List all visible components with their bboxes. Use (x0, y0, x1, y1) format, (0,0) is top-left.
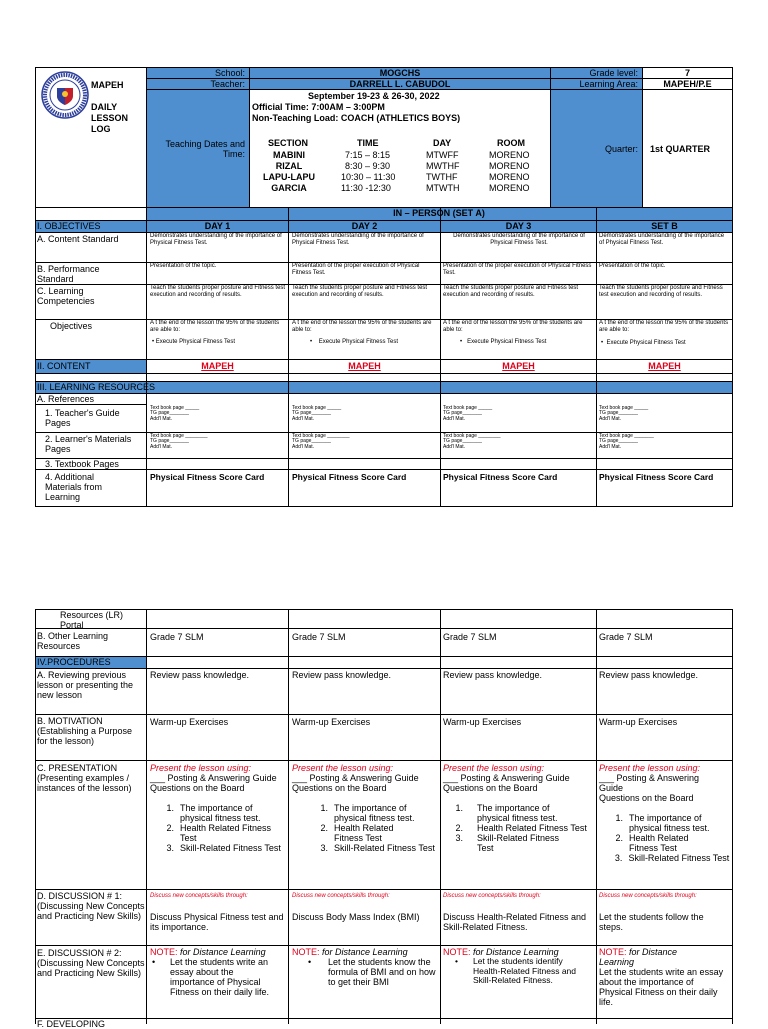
cs-setb: Demonstrates understanding of the importance of Physical Fitness Test. (599, 233, 725, 246)
set-b-header: SET B (651, 221, 678, 231)
review-setb: Review pass knowledge. (599, 670, 699, 680)
official-time: Official Time: 7:00AM – 3:00PM (252, 102, 385, 112)
review-day1: Review pass knowledge. (150, 670, 250, 680)
quarter-value: 1st QUARTER (650, 144, 711, 154)
row-teachers-guide: 1. Teacher's Guide Pages (45, 408, 120, 428)
discuss-hint-setb: Discuss new concepts/skills through: (599, 893, 697, 899)
row-learning-resources: III. LEARNING RESOURCES (37, 382, 156, 392)
school-value: MOGCHS (379, 68, 421, 78)
score-card-day2: Physical Fitness Score Card (292, 472, 407, 482)
sched-header-day: DAY (433, 138, 452, 148)
day-1-header: DAY 1 (204, 221, 231, 231)
row-additional-materials: 4. Additional Materials from Learning (45, 472, 103, 502)
ps-day3: Presentation of the proper execution of Physical Fitness Test. (443, 263, 592, 276)
review-day2: Review pass knowledge. (292, 670, 392, 680)
motivation-day2: Warm-up Exercises (292, 717, 371, 727)
dll-title-line2: LESSON (91, 113, 129, 123)
ps-day2: Presentation of the proper execution of Physical Fitness Test. (292, 263, 420, 276)
content-day3: MAPEH (502, 361, 535, 371)
day-3-header: DAY 3 (505, 221, 532, 231)
day-2-header: DAY 2 (351, 221, 378, 231)
motivation-setb: Warm-up Exercises (599, 717, 678, 727)
obj-day2-item: • Execute Physical Fitness Test (310, 339, 399, 345)
school-label: School: (214, 68, 245, 78)
presentation-day3: Present the lesson using: ___ Posting & Answering Guide Questions on the Board 1. The importance of physical fitness test. 2. Health Related Fitness Test 3. Skill-Related Fitness Test (443, 763, 587, 853)
dates-value: September 19-23 & 26-30, 2022 (308, 91, 440, 101)
ps-setb: Presentation of the topic. (599, 263, 666, 269)
row-lr-portal: Resources (LR) Portal (60, 610, 124, 630)
sched-header-room: ROOM (497, 138, 525, 148)
row-review: A. Reviewing previous lesson or presenting the new lesson (37, 670, 134, 700)
grade-label: Grade level: (589, 68, 638, 78)
obj-setb: A t the end of the lesson the 95% of the students are able to: (599, 320, 729, 333)
row-motivation: B. MOTIVATION (Establishing a Purpose for the lesson) (37, 716, 133, 746)
row-textbook-pages: 3. Textbook Pages (45, 459, 119, 469)
presentation-setb: Present the lesson using: ___ Posting & Answering Guide Questions on the Board 1. The importance of physical fitness test. 2. Health Related Fitness Test 3. Skill-Related Fitness Test (599, 763, 730, 863)
lm-refs-day2: Text book page ________ TG page_______ Add'l Mat. (292, 433, 350, 450)
discussion2-setb: NOTE: for Distance Learning Let the students write an essay about the importance of Physical Fitness on their daily life. (599, 947, 724, 1007)
grade-value: 7 (684, 68, 690, 78)
obj-day3-item: • Execute Physical Fitness Test (460, 339, 547, 345)
row-discussion-2: E. DISCUSSION # 2: (Discussing New Concepts and Practicing New Skills) (37, 948, 145, 978)
discussion2-day2: NOTE: for Distance Learning • Let the students know the formula of BMI and on how to get their BMI (292, 947, 436, 987)
row-discussion-1: D. DISCUSSION # 1: (Discussing New Concepts and Practicing New Skills) (37, 891, 145, 921)
tg-refs-day1: Text book page _____ TG page_______ Add'l Mat. (150, 405, 200, 422)
lm-refs-setb: Text book page _______ TG page_______ Add'l Mat. (599, 433, 654, 450)
lc-setb: Teach the students proper posture and Fitness test execution and recording of results. (599, 285, 723, 298)
slm-day2: Grade 7 SLM (292, 632, 346, 642)
subject-title: MAPEH (91, 80, 124, 90)
score-card-day3: Physical Fitness Score Card (443, 472, 558, 482)
area-value: MAPEH/P.E (663, 79, 712, 89)
slm-day3: Grade 7 SLM (443, 632, 497, 642)
row-learners-materials: 2. Learner's Materials Pages (45, 434, 132, 454)
row-performance-standard: B. Performance Standard (37, 264, 100, 284)
row-presentation: C. PRESENTATION (Presenting examples / instances of the lesson) (37, 763, 132, 793)
obj-day1-item: • Execute Physical Fitness Test (152, 339, 236, 345)
obj-day2: A t the end of the lesson the 95% of the students are able to: (292, 320, 432, 333)
lc-day2: Teach the students proper posture and Fitness test execution and recording of results. (292, 285, 428, 298)
content-day1: MAPEH (201, 361, 234, 371)
dates-label: Teaching Dates and Time: (165, 139, 245, 159)
row-content-standard: A. Content Standard (37, 234, 119, 244)
obj-setb-item: • Execute Physical Fitness Test (601, 340, 686, 346)
cs-day1: Demonstrates understanding of the importance of Physical Fitness Test. (150, 233, 282, 246)
lm-refs-day3: Text book page ________ TG page_______ Add'l Mat. (443, 433, 501, 450)
row-procedures: IV.PROCEDURES (37, 657, 111, 667)
teacher-value: DARRELL L. CABUDOL (349, 79, 451, 89)
non-teaching-load: Non-Teaching Load: COACH (ATHLETICS BOYS) (252, 113, 461, 123)
discussion2-day3: NOTE: for Distance Learning • Let the students identify Health-Related Fitness and Skill-Related Fitness. (443, 947, 577, 985)
lm-refs-day1: Text book page ________ TG page_______ Add'l Mat. (150, 433, 208, 450)
content-day2: MAPEH (348, 361, 381, 371)
score-card-setb: Physical Fitness Score Card (599, 472, 714, 482)
discuss-hint-day2: Discuss new concepts/skills through: (292, 893, 390, 899)
tg-refs-day3: Text book page _____ TG page_______ Add'l Mat. (443, 405, 493, 422)
obj-day3: A t the end of the lesson the 95% of the students are able to: (443, 320, 583, 333)
area-label: Learning Area: (579, 79, 638, 89)
deped-seal-icon (40, 70, 90, 120)
review-day3: Review pass knowledge. (443, 670, 543, 680)
presentation-day2: Present the lesson using: ___ Posting & Answering Guide Questions on the Board 1. The importance of physical fitness test. 2. Health Related Fitness Test 3. Skill-Related Fitness Test (292, 763, 435, 853)
discussion1-day2: Discuss Body Mass Index (BMI) (292, 912, 420, 922)
motivation-day3: Warm-up Exercises (443, 717, 522, 727)
row-developing: F. DEVELOPING (37, 1019, 106, 1029)
objectives-header: I. OBJECTIVES (37, 221, 101, 231)
score-card-day1: Physical Fitness Score Card (150, 472, 265, 482)
in-person-header: IN – PERSON (SET A) (393, 208, 485, 218)
row-other-resources: B. Other Learning Resources (37, 631, 109, 651)
dll-title-line3: LOG (91, 124, 111, 134)
row-objectives: Objectives (50, 321, 93, 331)
teacher-label: Teacher: (210, 79, 245, 89)
discussion1-day3: Discuss Health-Related Fitness and Skill-Related Fitness. (443, 912, 587, 932)
cs-day2: Demonstrates understanding of the importance of Physical Fitness Test. (292, 233, 424, 246)
content-setb: MAPEH (648, 361, 681, 371)
tg-refs-setb: Text book page _____ TG page_______ Add'l Mat. (599, 405, 649, 422)
discussion2-day1: NOTE: for Distance Learning • Let the students write an essay about the importance of Physical Fitness on their daily life. (150, 947, 270, 997)
row-references: A. References (37, 394, 95, 404)
motivation-day1: Warm-up Exercises (150, 717, 229, 727)
lc-day1: Teach the students proper posture and Fitness test execution and recording of results. (150, 285, 286, 298)
dll-title-line1: DAILY (91, 102, 118, 112)
discussion1-day1: Discuss Physical Fitness test and its importance. (150, 912, 284, 932)
discuss-hint-day1: Discuss new concepts/skills through: (150, 893, 248, 899)
sched-header-time: TIME (357, 138, 379, 148)
obj-day1: A t the end of the lesson the 95% of the students are able to: (150, 320, 280, 333)
row-content: II. CONTENT (37, 361, 91, 371)
cs-day3: Demonstrates understanding of the importance of Physical Fitness Test. (453, 233, 585, 246)
slm-day1: Grade 7 SLM (150, 632, 204, 642)
row-learning-competencies: C. Learning Competencies (37, 286, 95, 306)
sched-header-section: SECTION (268, 138, 309, 148)
quarter-label: Quarter: (604, 144, 638, 154)
discussion1-setb: Let the students follow the steps. (599, 912, 704, 932)
lc-day3: Teach the students proper posture and Fitness test execution and recording of results. (443, 285, 579, 298)
discuss-hint-day3: Discuss new concepts/skills through: (443, 893, 541, 899)
slm-setb: Grade 7 SLM (599, 632, 653, 642)
presentation-day1: Present the lesson using: ___ Posting & Answering Guide Questions on the Board 1. The importance of physical fitness test. 2. Health Related Fitness Test 3. Skill-Related Fitness Test (150, 763, 281, 853)
tg-refs-day2: Text book page _____ TG page_______ Add'l Mat. (292, 405, 342, 422)
ps-day1: Presentation of the topic. (150, 263, 217, 269)
